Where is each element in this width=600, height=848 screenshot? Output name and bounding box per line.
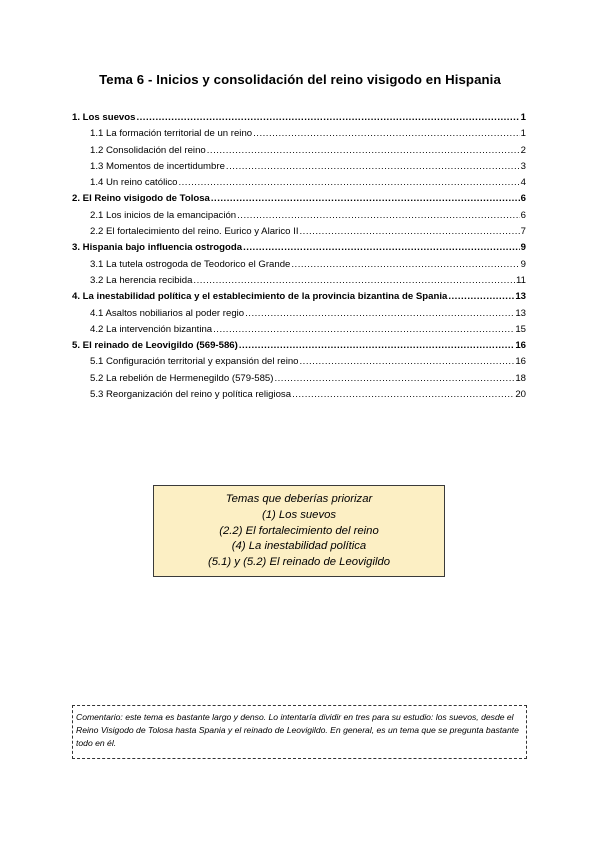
- toc-entry[interactable]: [72, 273, 526, 289]
- toc-entry[interactable]: [72, 371, 526, 387]
- toc-entry[interactable]: [72, 387, 526, 403]
- toc-entry-label: 5. El reinado de Leovigildo (569-586): [72, 340, 238, 352]
- toc-entry-label: 1. Los suevos: [72, 112, 136, 123]
- toc-page-number: 1: [520, 128, 526, 140]
- priority-heading: Temas que deberías priorizar: [225, 493, 373, 505]
- toc-leader-dots: [300, 354, 515, 370]
- toc-leader-dots: [448, 289, 514, 305]
- toc-entry-label: 3.1 La tutela ostrogoda de Teodorico el Grande: [90, 258, 291, 270]
- toc-entry[interactable]: [72, 208, 526, 224]
- toc-leader-dots: [253, 126, 520, 142]
- toc-entry-label: 1.1 La formación territorial de un reino: [90, 128, 253, 140]
- toc-entry-label: 5.2 La rebelión de Hermenegildo (579-585): [90, 372, 274, 384]
- toc-page-number: 16: [515, 340, 526, 352]
- toc-entry[interactable]: [72, 306, 526, 322]
- toc-page-number: 15: [515, 323, 526, 335]
- toc-page-number: 18: [515, 372, 526, 384]
- table-of-contents: [72, 110, 526, 403]
- toc-page-number: 20: [515, 389, 526, 401]
- toc-leader-dots: [178, 175, 519, 191]
- comment-text: Comentario: este tema es bastante largo y denso. Lo intentaría dividir en tres para su estudio: los suevos, desde el Reino Visigodo de Tolosa hasta Spania y el reinado de Leovigildo. En general, es un tema que se pregunta bastante todo en él.: [76, 712, 519, 749]
- document-title: Tema 6 - Inicios y consolidación del reino visigodo en Hispania: [99, 72, 501, 87]
- toc-leader-dots: [239, 338, 515, 354]
- toc-entry[interactable]: [72, 143, 526, 159]
- toc-entry[interactable]: [72, 126, 526, 142]
- toc-page-number: 6: [520, 209, 526, 221]
- toc-entry[interactable]: [72, 240, 526, 256]
- toc-page-number: 16: [515, 356, 526, 368]
- toc-entry-label: 1.4 Un reino católico: [90, 177, 178, 189]
- toc-leader-dots: [300, 224, 520, 240]
- toc-page-number: 6: [520, 193, 526, 205]
- toc-leader-dots: [211, 191, 520, 207]
- toc-page-number: 2: [520, 144, 526, 156]
- toc-entry[interactable]: [72, 354, 526, 370]
- toc-entry[interactable]: [72, 159, 526, 175]
- priority-topics-box: [153, 485, 445, 577]
- toc-leader-dots: [245, 306, 514, 322]
- toc-page-number: 7: [520, 226, 526, 238]
- toc-leader-dots: [213, 322, 514, 338]
- toc-entry-label: 2. El Reino visigodo de Tolosa: [72, 193, 210, 205]
- toc-leader-dots: [243, 240, 520, 256]
- toc-entry[interactable]: [72, 257, 526, 273]
- toc-entry-label: 5.3 Reorganización del reino y política religiosa: [90, 389, 292, 401]
- toc-entry-label: 5.1 Configuración territorial y expansión del reino: [90, 356, 299, 368]
- toc-leader-dots: [136, 110, 519, 126]
- toc-leader-dots: [207, 143, 520, 159]
- toc-page-number: 4: [520, 177, 526, 189]
- comment-box: [72, 705, 527, 759]
- toc-entry[interactable]: [72, 289, 526, 305]
- toc-page-number: 11: [516, 274, 526, 286]
- toc-entry-label: 4.2 La intervención bizantina: [90, 323, 213, 335]
- toc-entry-label: 3.2 La herencia recibida: [90, 274, 193, 286]
- toc-entry[interactable]: [72, 175, 526, 191]
- toc-entry-label: 2.2 El fortalecimiento del reino. Eurico y Alarico II: [90, 226, 299, 238]
- toc-page-number: 9: [520, 242, 526, 254]
- toc-leader-dots: [291, 257, 519, 273]
- priority-item: (1) Los suevos: [261, 508, 337, 521]
- toc-entry[interactable]: [72, 110, 526, 126]
- priority-item: (5.1) y (5.2) El reinado de Leovigildo: [207, 556, 391, 569]
- toc-entry-label: 3. Hispania bajo influencia ostrogoda: [72, 242, 243, 254]
- toc-leader-dots: [193, 273, 515, 289]
- toc-entry-label: 2.1 Los inicios de la emancipación: [90, 209, 237, 221]
- toc-entry[interactable]: [72, 191, 526, 207]
- toc-leader-dots: [226, 159, 520, 175]
- toc-entry-label: 4. La inestabilidad política y el establecimiento de la provincia bizantina de Spania: [72, 291, 448, 303]
- toc-leader-dots: [237, 208, 520, 224]
- priority-item: (2.2) El fortalecimiento del reino: [219, 524, 379, 537]
- toc-entry[interactable]: [72, 338, 526, 354]
- toc-page-number: 13: [515, 291, 526, 303]
- toc-page-number: 3: [520, 160, 526, 172]
- toc-page-number: 13: [515, 307, 526, 319]
- toc-entry-label: 1.2 Consolidación del reino: [90, 144, 206, 156]
- toc-leader-dots: [292, 387, 514, 403]
- toc-page-number: 1: [520, 112, 526, 123]
- toc-entry-label: 4.1 Asaltos nobiliarios al poder regio: [90, 307, 245, 319]
- toc-entry-label: 1.3 Momentos de incertidumbre: [90, 160, 225, 172]
- toc-entry[interactable]: [72, 322, 526, 338]
- toc-page-number: 9: [520, 258, 526, 270]
- toc-leader-dots: [274, 371, 514, 387]
- toc-entry[interactable]: [72, 224, 526, 240]
- priority-item: (4) La inestabilidad política: [231, 540, 367, 553]
